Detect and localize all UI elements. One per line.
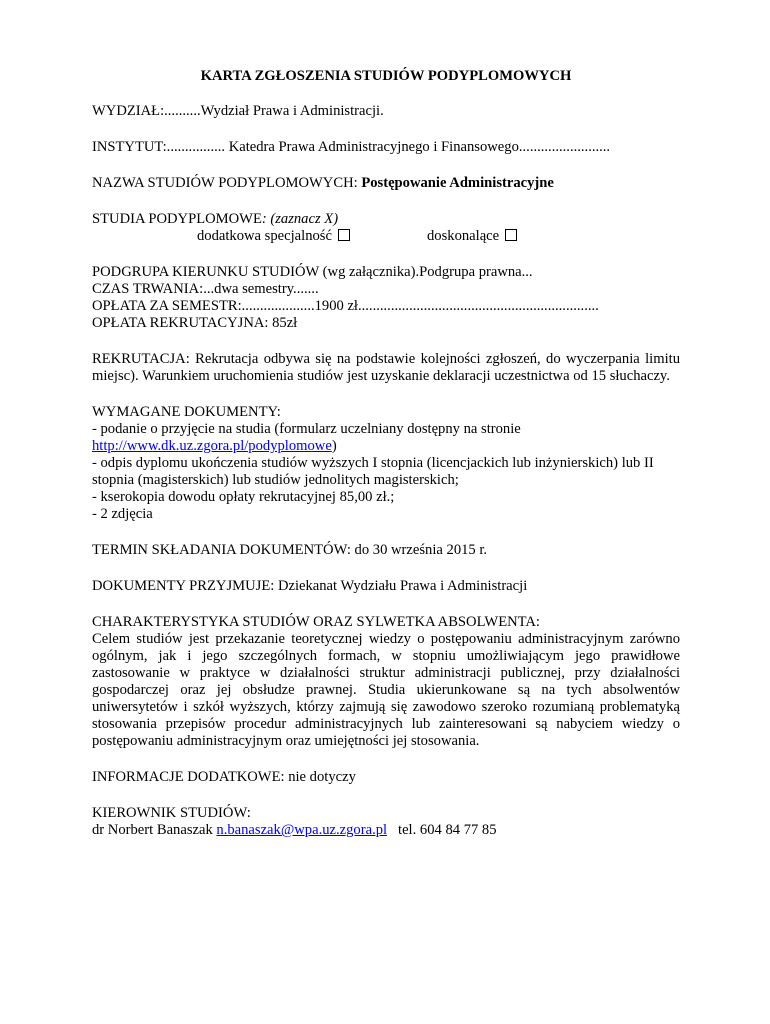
- option-doskonalace: [427, 228, 517, 245]
- dokumenty-item-3: - kserokopia dowodu opłaty rekrutacyjnej 85,00 zł.;: [92, 489, 395, 505]
- kierownik-line: [92, 822, 680, 839]
- czas-line: CZAS TRWANIA:...dwa semestry.......: [92, 281, 319, 297]
- charakterystyka-body: Celem studiów jest przekazanie teoretycznej wiedzy o postępowaniu administracyjnym zarówno ogólnym, jak i jego szczególnych formach, w stopniu umożliwiającym jego prawidłowe zastosowanie w praktyce w działalności struktur administracji publicznej, przy działalności gospodarczej oraz jej obsłudze prawnej. Studia ukierunkowane są na tych absolwentów uniwersytetów i szkół wyższych, którzy zajmują się zawodowo szeroko rozumianą problematyką stosowania przepisów procedur administracyjnych lub zainteresowani są nabyciem wiedzy o postępowaniu administracyjnym oraz umiejętności jej stosowania.: [92, 631, 680, 749]
- studia-options: [92, 228, 680, 245]
- document-content: [92, 68, 680, 839]
- option-dodatkowa: [197, 228, 350, 245]
- nazwa-label: NAZWA STUDIÓW PODYPLOMOWYCH:: [92, 175, 362, 191]
- dokumenty-link-line: [92, 438, 680, 455]
- studia-hint: : (zaznacz X): [261, 211, 339, 227]
- dokumenty-heading: WYMAGANE DOKUMENTY:: [92, 404, 281, 420]
- oplata-semestr-line: OPŁATA ZA SEMESTR:....................1900 zł..................................................................: [92, 298, 599, 314]
- nazwa-line: [92, 175, 680, 192]
- document-title: KARTA ZGŁOSZENIA STUDIÓW PODYPLOMOWYCH: [200, 68, 572, 84]
- studia-label: STUDIA PODYPLOMOWE: [92, 211, 262, 227]
- informacje-line: INFORMACJE DODATKOWE: nie dotyczy: [92, 769, 356, 785]
- kierownik-phone: tel. 604 84 77 85: [387, 822, 497, 838]
- przyjmuje-line: DOKUMENTY PRZYJMUJE: Dziekanat Wydziału Prawa i Administracji: [92, 578, 528, 594]
- rekrutacja-paragraph: REKRUTACJA: Rekrutacja odbywa się na podstawie kolejności zgłoszeń, do wyczerpania limitu miejsc). Warunkiem uruchomienia studiów jest uzyskanie deklaracji uczestnictwa od 15 słuchaczy.: [92, 351, 680, 384]
- kierownik-name: dr Norbert Banaszak: [92, 822, 217, 838]
- nazwa-value: Postępowanie Administracyjne: [361, 175, 554, 191]
- instytut-line: INSTYTUT:................ Katedra Prawa Administracyjnego i Finansowego.........................: [92, 139, 611, 155]
- studia-line: [92, 211, 680, 228]
- podyplomowe-link[interactable]: http://www.dk.uz.zgora.pl/podyplomowe: [92, 438, 332, 454]
- option-doskonalace-label: doskonalące: [427, 228, 500, 244]
- charakterystyka-heading: CHARAKTERYSTYKA STUDIÓW ORAZ SYLWETKA ABSOLWENTA:: [92, 614, 540, 630]
- oplata-rekrutacyjna-line: OPŁATA REKRUTACYJNA: 85zł: [92, 315, 298, 331]
- option-dodatkowa-label: dodatkowa specjalność: [197, 228, 332, 244]
- link-close: ): [331, 438, 337, 454]
- checkbox-dodatkowa[interactable]: [338, 229, 350, 241]
- dokumenty-item-4: - 2 zdjęcia: [92, 506, 153, 522]
- dokumenty-item-1: - podanie o przyjęcie na studia (formularz uczelniany dostępny na stronie: [92, 421, 521, 437]
- dokumenty-item-2: - odpis dyplomu ukończenia studiów wyższych I stopnia (licencjackich lub inżynierskich) lub II stopnia (magisterskich) lub studiów jednolitych magisterskich;: [92, 455, 654, 488]
- kierownik-heading: KIEROWNIK STUDIÓW:: [92, 805, 251, 821]
- kierownik-email-link[interactable]: n.banaszak@wpa.uz.zgora.pl: [216, 822, 388, 838]
- podgrupa-line: PODGRUPA KIERUNKU STUDIÓW (wg załącznika).Podgrupa prawna...: [92, 264, 533, 280]
- checkbox-doskonalace[interactable]: [505, 229, 517, 241]
- termin-line: TERMIN SKŁADANIA DOKUMENTÓW: do 30 września 2015 r.: [92, 542, 488, 558]
- wydzial-line: WYDZIAŁ:..........Wydział Prawa i Administracji.: [92, 103, 384, 119]
